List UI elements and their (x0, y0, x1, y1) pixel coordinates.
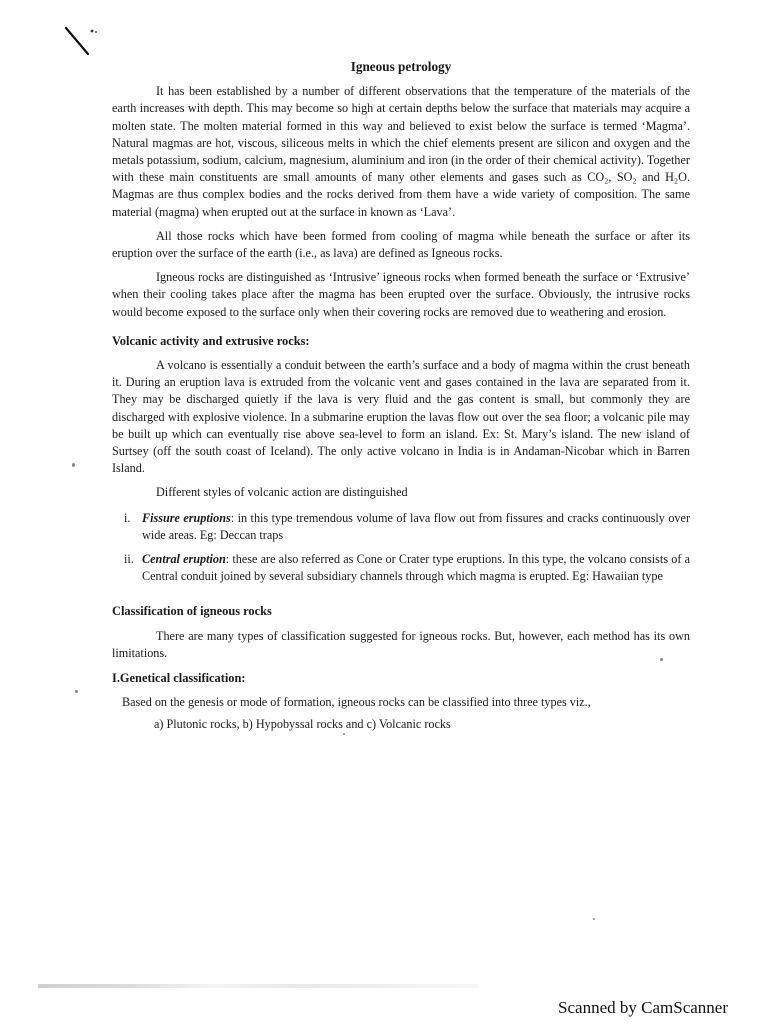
scan-speck (75, 690, 78, 693)
eruption-styles-list (112, 510, 690, 586)
genetical-heading: I.Genetical classification: (112, 671, 246, 686)
genetical-text: Based on the genesis or mode of formation, igneous rocks can be classified into three types viz., (122, 695, 591, 710)
classification-paragraph: There are many types of classification suggested for igneous rocks. But, however, each method has its own limitations. (112, 628, 690, 660)
styles-intro: Different styles of volcanic action are distinguished (156, 485, 408, 500)
pen-mark-icon (62, 22, 102, 62)
list-number: ii. (124, 552, 134, 567)
list-item (112, 551, 690, 585)
scanner-watermark: Scanned by CamScanner (558, 998, 728, 1017)
volcanic-heading: Volcanic activity and extrusive rocks: (112, 333, 310, 348)
rock-types-line: a) Plutonic rocks, b) Hypobyssal rocks and c) Volcanic rocks (154, 716, 451, 731)
list-text: : these are also referred as Cone or Crater type eruptions. In this type, the volcano consists of a Central conduit joined by several subsidiary channels through which magma is erupted. Eg: Hawaiian type (142, 552, 690, 584)
scan-speck (72, 463, 75, 467)
intro-paragraph-1: It has been established by a number of different observations that the temperature of the materials of the earth increases with depth. This may become so high at certain depths below the surface that materials may acquire a molten state. The molten material formed in this way and believed to exist below the surface is termed ‘Magma’. Natural magmas are hot, viscous, siliceous melts in which the chief elements present are silicon and oxygen and the metals potassium, sodium, calcium, magnesium, aluminium and iron (in the order of their chemical activity). Together with these main constituents are small amounts of many other elements and gases such as CO₂, SO₂ and H₂O. Magmas are thus complex bodies and the rocks derived from them have a wide variety of composition. The same material (magma) when erupted out at the surface in known as ‘Lava’. (112, 84, 690, 219)
list-text: : in this type tremendous volume of lava flow out from fissures and cracks continuously over wide areas. Eg: Deccan traps (142, 510, 690, 542)
scan-speck (593, 918, 595, 920)
volcanic-paragraph: A volcano is essentially a conduit between the earth’s surface and a body of magma within the crust beneath it. During an eruption lava is extruded from the volcanic vent and gases contained in the lava are separated from it. They may be discharged quietly if the lava is very fluid and the gas content is small, but commonly they are discharged with explosive violence. In a submarine eruption the lavas flow out over the sea floor; a volcanic pile may be built up which can eventually rise above sea-level to form an island. Ex: St. Mary’s island. The new island of Surtsey (off the south coast of Iceland). The only active volcano in India is in Andaman-Nicobar which in Barren Island. (112, 358, 690, 476)
scan-speck (343, 733, 345, 735)
classification-heading: Classification of igneous rocks (112, 604, 272, 619)
scan-artifact (38, 984, 478, 988)
intro-paragraph-2: All those rocks which have been formed from cooling of magma while beneath the surface or after its eruption over the surface of the earth (i.e., as lava) are defined as Igneous rocks. (112, 228, 690, 261)
scan-speck (660, 658, 663, 661)
document-body (112, 58, 690, 733)
list-item (112, 510, 690, 544)
list-term: Fissure eruptions (142, 510, 231, 525)
page-title: Igneous petrology (350, 59, 452, 74)
list-number: i. (124, 510, 131, 525)
intro-paragraph-3: Igneous rocks are distinguished as ‘Intrusive’ igneous rocks when formed beneath the surface or ‘Extrusive’ when their cooling takes place after the magma has been erupted over the surface. Obviously, the intrusive rocks would become exposed to the surface only when their covering rocks are removed due to weathering and erosion. (112, 270, 690, 319)
list-term: Central eruption (142, 552, 226, 567)
